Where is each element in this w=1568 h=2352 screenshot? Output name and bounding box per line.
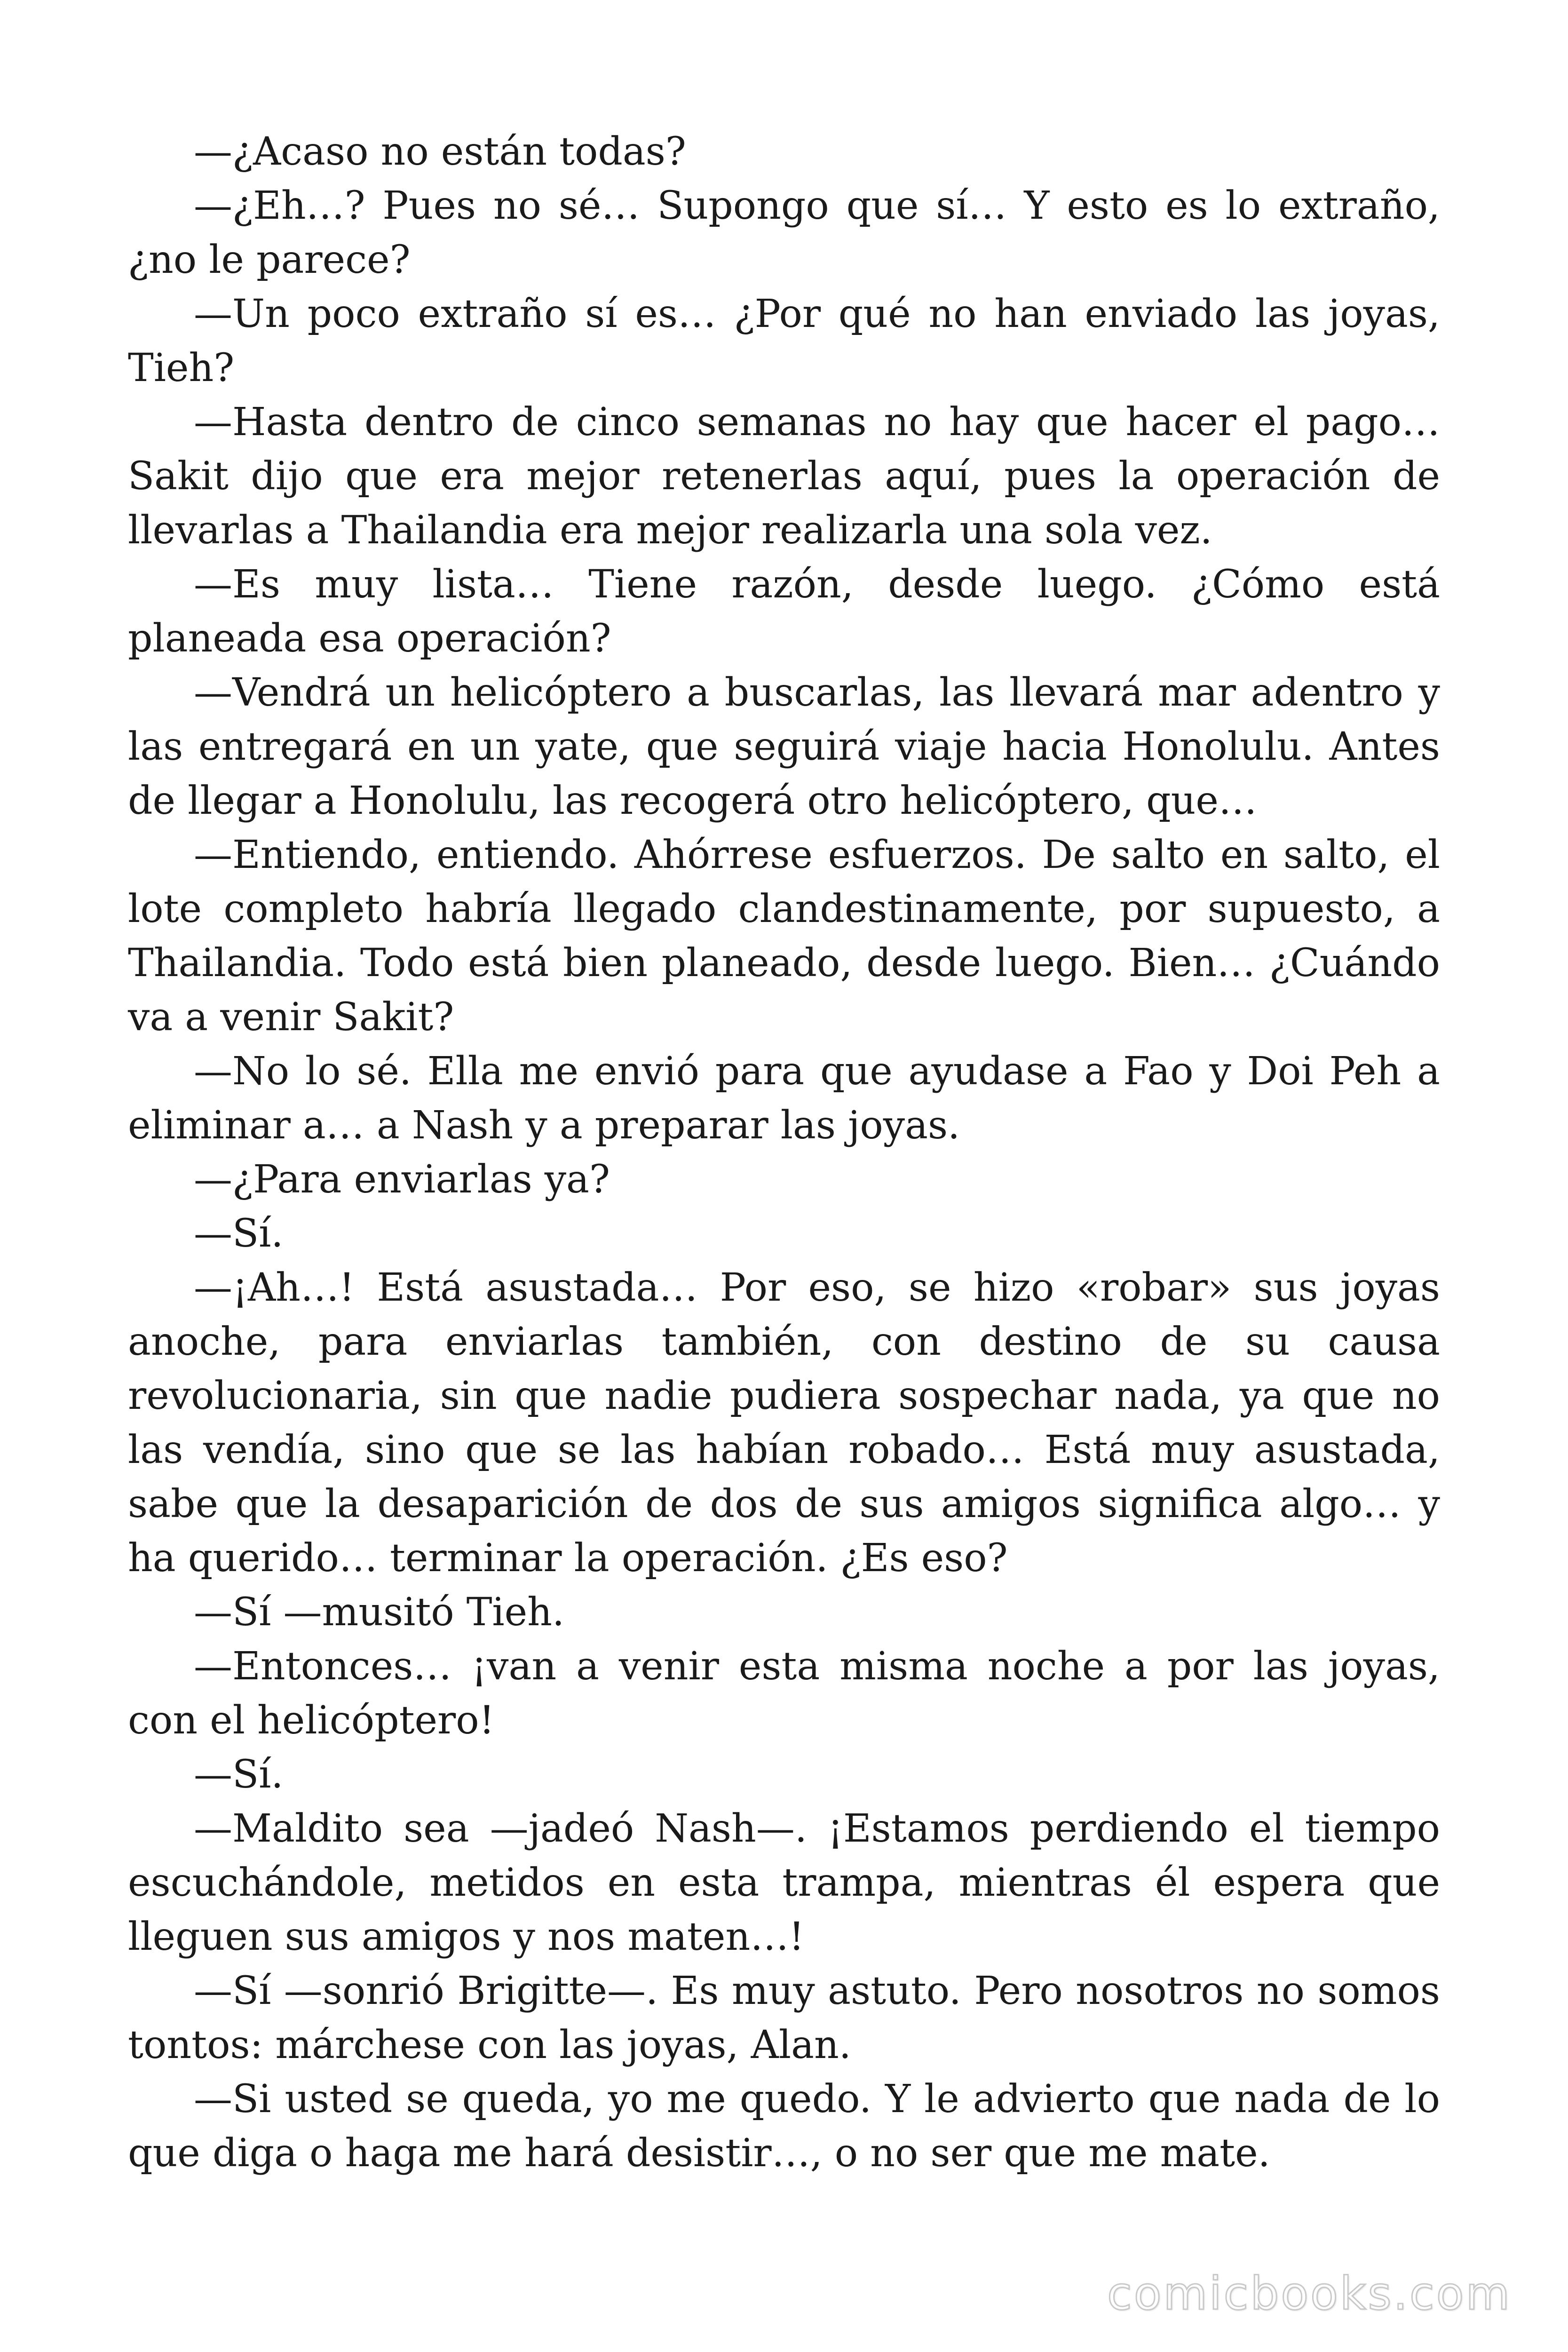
paragraph: —Es muy lista… Tiene razón, desde luego. ¿Cómo está planeada esa operación? [128,562,1440,661]
paragraph: —Sí. [194,1752,284,1797]
paragraph: —Sí —sonrió Brigitte—. Es muy astuto. Pero nosotros no somos tontos: márchese con las joyas, Alan. [128,1969,1440,2067]
paragraph: —Un poco extraño sí es… ¿Por qué no han enviado las joyas, Tieh? [128,292,1440,390]
paragraph: —No lo sé. Ella me envió para que ayudase a Fao y Doi Peh a eliminar a… a Nash y a preparar las joyas. [128,1049,1440,1148]
paragraph: —Sí. [194,1211,284,1256]
paragraph: —Maldito sea —jadeó Nash—. ¡Estamos perdiendo el tiempo escuchándole, metidos en esta trampa, mientras él espera que lleguen sus amigos y nos maten…! [128,1806,1440,1959]
paragraph: —Si usted se queda, yo me quedo. Y le advierto que nada de lo que diga o haga me hará desistir…, o no ser que me mate. [128,2077,1440,2176]
watermark-text: comicbooks.com [1107,2267,1512,2320]
paragraph: —Sí —musitó Tieh. [194,1590,565,1635]
paragraph: —¿Para enviarlas ya? [194,1157,610,1202]
paragraph: —¿Acaso no están todas? [194,129,686,174]
paragraph: —Entiendo, entiendo. Ahórrese esfuerzos. De salto en salto, el lote completo habría llegado clandestinamente, por supuesto, a Thailandia. Todo está bien planeado, desde luego. Bien… ¿Cuándo va a venir Sakit? [128,833,1440,1040]
paragraph: —¡Ah…! Está asustada… Por eso, se hizo «robar» sus joyas anoche, para enviarlas también, con destino de su causa revolucionaria, sin que nadie pudiera sospechar nada, ya que no las vendía, sino que se las habían robado… Está muy asustada, sabe que la desaparición de dos de sus amigos significa algo… y ha querido… terminar la operación. ¿Es eso? [128,1265,1440,1581]
paragraph: —Vendrá un helicóptero a buscarlas, las llevará mar adentro y las entregará en un yate, que seguirá viaje hacia Honolulu. Antes de llegar a Honolulu, las recogerá otro helicóptero, que… [128,670,1440,823]
page-body-text [128,125,1440,2180]
paragraph: —Hasta dentro de cinco semanas no hay que hacer el pago… Sakit dijo que era mejor retenerlas aquí, pues la operación de llevarlas a Thailandia era mejor realizarla una sola vez. [128,400,1440,553]
paragraph: —Entonces… ¡van a venir esta misma noche a por las joyas, con el helicóptero! [128,1644,1440,1743]
paragraph: —¿Eh…? Pues no sé… Supongo que sí… Y esto es lo extraño, ¿no le parece? [128,183,1440,282]
